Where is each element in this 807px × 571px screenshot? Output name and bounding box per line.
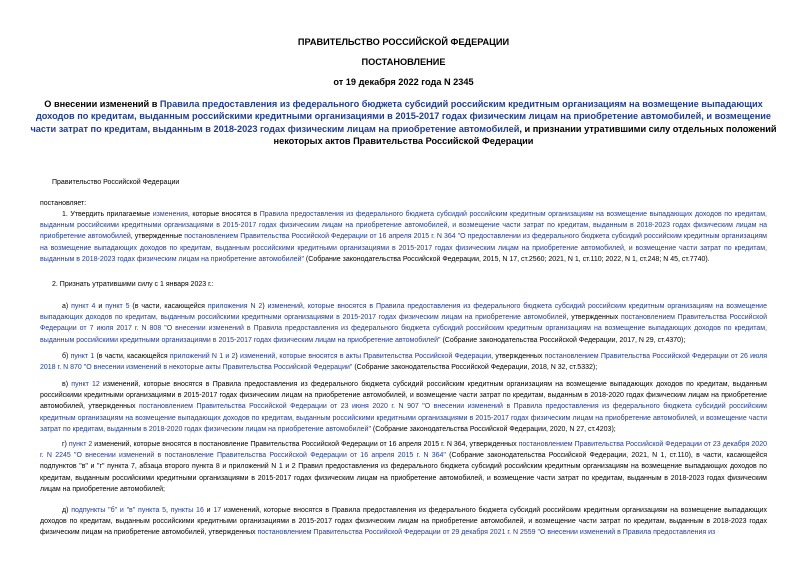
item-2-link[interactable]: пункт 2 [68,441,93,448]
item-12-link[interactable]: пункт 12 [71,381,100,388]
paragraph-text: (в части, касающейся [94,353,170,360]
paragraph-text: ) [235,353,240,360]
government-line: Правительство Российской Федерации [52,179,180,186]
paragraph-text: а) [62,303,72,310]
paragraph-text: (Собрание законодательства Российской Федерации, 2015, N 17, ст.2560; 2021, N 1, ст.110; 2022, N 1, ст.248; N 45, ст.7740). [303,255,710,263]
amendments-link[interactable]: изменения [152,211,188,218]
paragraph-text: (Собрание законодательства Российской Федерации, 2017, N 29, ст.4370); [440,336,686,344]
resolution-2559-link[interactable]: постановлением Правительства Российской Федерации от 29 декабря 2021 г. N 2559 "О внесении изменений в Правила предоставления из [257,529,716,537]
paragraph-text: изменений, которые вносятся в Правила предоставления из федерального бюджета субсидий российским кредитным организациям на возмещение выпадающих доходов по кредитам, выданным российскими кредитными организациями в 2015-2017 годах физическим лицам на приобретение автомобилей, и возмещение части затрат по кредитам, выданным в 2018-2023 годах физическим лицам на приобретение автомобилей, утвержденных [40,507,768,537]
paragraph-2: 2. Признать утратившими силу с 1 января 2023 г.: [52,281,214,288]
paragraph-text: в) [62,381,72,388]
item-1-link[interactable]: пункт 1 [70,353,95,360]
paragraph-text: г) [62,441,69,448]
subitems-link[interactable]: подпункты "б" и "в" пункта 5 [71,507,167,514]
item-17-link[interactable]: 17 [213,507,222,514]
paragraph-a [40,301,767,346]
paragraph-text: , утвержденных [566,314,621,322]
issuer-heading: ПРАВИТЕЛЬСТВО РОССИЙСКОЙ ФЕДЕРАЦИИ [297,37,510,47]
paragraph-text: 1. Утвердить прилагаемые [62,211,153,218]
paragraph-v [40,379,767,435]
appendices-link[interactable]: приложений N 1 и 2 [169,353,236,360]
amendments-acts-link[interactable]: изменений, которые вносятся в акты Правительства Российской Федерации [239,353,492,360]
document-title [30,98,777,148]
paragraph-text: , которые вносятся в [187,211,260,218]
paragraph-1 [40,209,767,265]
paragraph-text: б) [62,353,71,360]
resolution-364-link[interactable]: постановлением Правительства Российской Федерации от 16 апреля 2015 г. N 364 "О предоставлении из федерального бюджета субсидий российским кредитным организациям на возмещение выпадающих доходов по кредитам, выданным российскими кредитными организациями в 2015-2017 годах физическим лицам на приобретение автомобилей, и возмещение части затрат по кредитам, выданным в 2018-2023 годах физическим лицам на приобретение автомобилей" [40,233,767,263]
paragraph-b [40,351,767,373]
rules-link[interactable]: Правила предоставления из федерального бюджета субсидий российским кредитным организациям на возмещение выпадающих доходов по кредитам, выданным российскими кредитными организациями в 2015-2017 годах физическим лицам на приобретение автомобилей, и возмещение части затрат по кредитам, выданным в 2018-2023 годах физическим лицам на приобретение автомобилей [40,211,767,241]
paragraph-text: изменений, которые вносятся в Правила предоставления из федерального бюджета субсидий российским кредитным организациям на возмещение выпадающих доходов по кредитам, выданным российскими кредитными организациями в 2015-2017 годах физическим лицам на приобретение автомобилей, и возмещение части затрат по кредитам, выданным в 2018-2020 годах физическим лицам на приобретение автомобилей, утвержденных [40,381,767,411]
paragraph-text: д) [62,507,72,514]
amendments-2017-link[interactable]: изменений, которые вносятся в Правила предоставления из федерального бюджета субсидий российским кредитным организациям на возмещение выпадающих доходов по кредитам, выданным российскими кредитными организациями в 2015-2017 годах физическим лицам на приобретение автомобилей [40,303,767,322]
paragraph-text: (Собрание законодательства Российской Федерации, 2021, N 1, ст.110), в части, касающейся подпунктов "в" и "г" пункта 7, абзаца второго пункта 8 и приложений N 1 и 2 Правил предоставления из федерального бюджета субсидий российским кредитным организациям на возмещение выпадающих доходов по кредитам, выданным российскими кредитными организациями в 2015-2017 годах физическим лицам на приобретение автомобилей, и возмещение части затрат по кредитам, выданным в 2018-2023 годах физическим лицам на приобретение автомобилей; [40,452,767,493]
title-rules-link[interactable]: Правила предоставления из федерального бюджета субсидий российским кредитным организациям на возмещение выпадающих доходов по кредитам, выданным российскими кредитными организациями в 2015-2017 годах физическим лицам на приобретение автомобилей, и возмещение части затрат по кредитам, выданным в 2018-2023 годах физическим лицам на приобретение автомобилей [30,99,772,134]
resolution-870-link[interactable]: постановлением Правительства Российской Федерации от 26 июля 2018 г. N 870 "О внесении изменений в некоторые акты Правительства Российской Федерации" [40,353,768,372]
paragraph-text: , утвержденные [130,233,185,241]
title-text-end: , и признании утратившими силу отдельных положений некоторых актов Правительства Российской Федерации [273,123,777,147]
paragraph-text: , [166,507,171,514]
paragraph-text: и [203,507,214,514]
paragraph-text: изменений, которые вносятся в постановление Правительства Российской Федерации от 16 апреля 2015 г. N 364, утвержденных [92,441,519,448]
paragraph-d [40,505,767,539]
resolution-808-link[interactable]: постановлением Правительства Российской Федерации от 7 июля 2017 г. N 808 "О внесении изменений в Правила предоставления из федерального бюджета субсидий российским кредитным организациям на возмещение выпадающих доходов по кредитам, выданным российскими кредитными организациями в 2015-2017 годах физическим лицам на приобретение автомобилей" [40,314,768,344]
date-number-heading: от 19 декабря 2022 года N 2345 [333,77,474,87]
title-text: О внесении изменений в [44,99,160,109]
items-16-link[interactable]: пункты 16 [170,507,204,514]
item-5-link[interactable]: пункт 5 [105,303,130,310]
appendix-2-link[interactable]: приложения N 2 [207,303,263,310]
paragraph-text: (Собрание законодательства Российской Федерации, 2018, N 32, ст.5332); [352,364,598,372]
resolution-2245-link[interactable]: постановлением Правительства Российской Федерации от 23 декабря 2020 г. N 2245 "О внесении изменений в постановление Правительства Российской Федерации от 16 апреля 2015 г. N 364" [40,441,767,460]
document-type-heading: ПОСТАНОВЛЕНИЕ [361,57,446,67]
paragraph-text: (в части, касающейся [129,303,208,310]
resolution-907-link[interactable]: постановлением Правительства Российской Федерации от 23 июня 2020 г. N 907 "О внесении изменений в Правила предоставления из федерального бюджета субсидий российским кредитным организациям на возмещение выпадающих доходов по кредитам, выданным российскими кредитными организациями в 2015-2017 годах физическим лицам на приобретение автомобилей, и возмещение части затрат по кредитам, выданным в 2018-2020 годах физическим лицам на приобретение автомобилей" [40,403,767,433]
paragraph-text: , утвержденных [491,353,545,360]
paragraph-g [40,439,767,495]
paragraph-text: и [95,303,106,310]
item-4-link[interactable]: пункт 4 [71,303,96,310]
paragraph-text: ) [262,303,268,310]
decides-line: постановляет: [40,200,87,207]
paragraph-text: (Собрание законодательства Российской Федерации, 2020, N 27, ст.4203); [370,425,616,433]
